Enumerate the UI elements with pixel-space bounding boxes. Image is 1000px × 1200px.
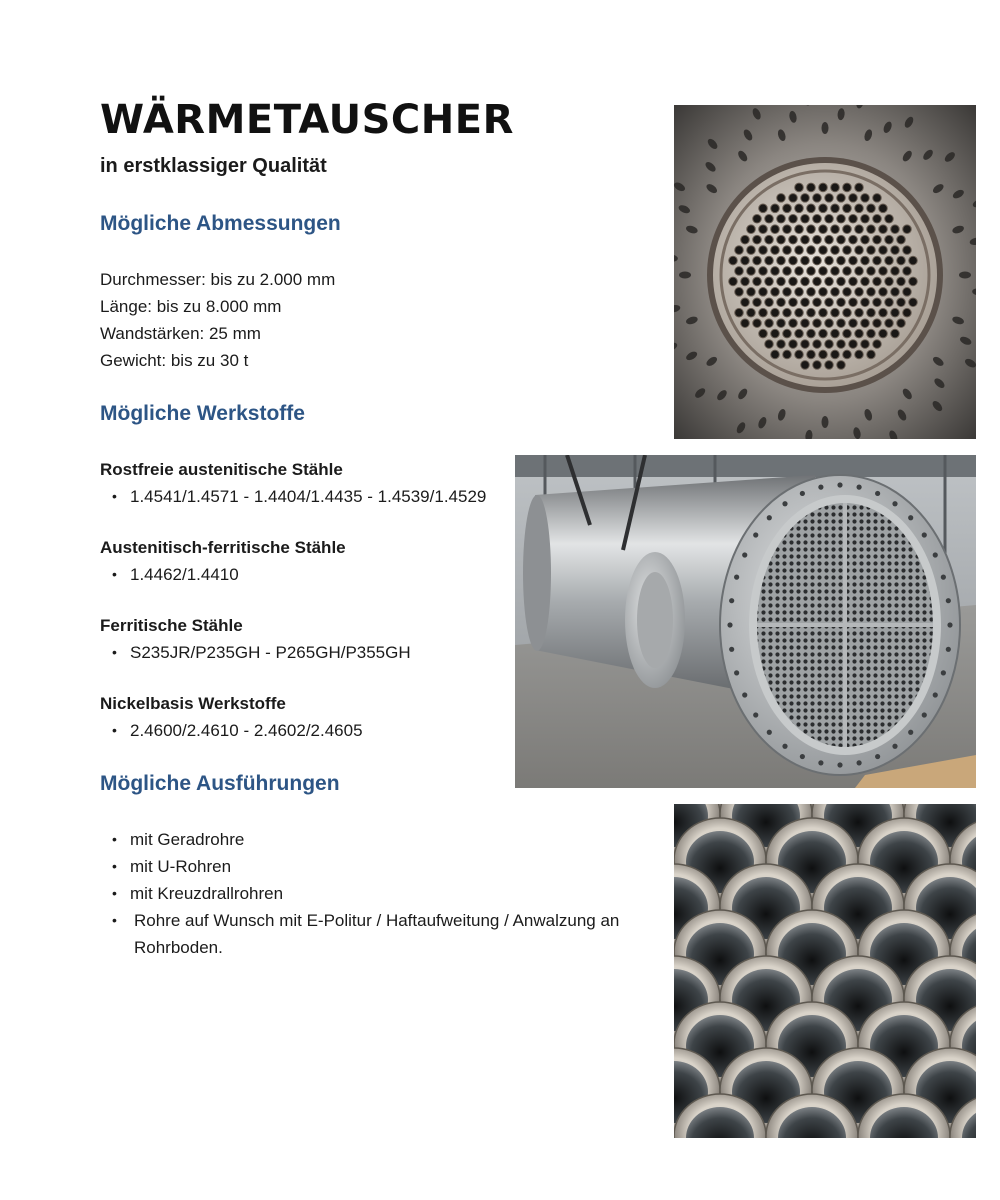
dimensions-heading: Mögliche Abmessungen: [100, 212, 341, 235]
tube-ends-photo: [674, 804, 976, 1138]
material-group-name: Ferritische Stähle: [100, 616, 243, 635]
tube-ends-drawing: [674, 804, 976, 1138]
material-group-name: Rostfreie austenitische Stähle: [100, 460, 343, 479]
dimension-line: Durchmesser: bis zu 2.000 mm: [100, 270, 336, 289]
dimension-line: Länge: bis zu 8.000 mm: [100, 297, 282, 316]
material-group-name: Austenitisch-ferritische Stähle: [100, 538, 346, 557]
tube-sheet-drawing: [674, 105, 976, 439]
page-subtitle: in erstklassiger Qualität: [100, 155, 327, 177]
heat-exchanger-photo: [515, 455, 976, 788]
page-title: WÄRMETAUSCHER: [100, 97, 514, 143]
dimension-line: Gewicht: bis zu 30 t: [100, 351, 249, 370]
dimension-line: Wandstärken: 25 mm: [100, 324, 261, 343]
designs-heading: Mögliche Ausführungen: [100, 772, 340, 795]
material-group-name: Nickelbasis Werkstoffe: [100, 694, 286, 713]
tube-sheet-photo: [674, 105, 976, 439]
heat-exchanger-drawing: [515, 455, 976, 788]
materials-heading: Mögliche Werkstoffe: [100, 402, 305, 425]
